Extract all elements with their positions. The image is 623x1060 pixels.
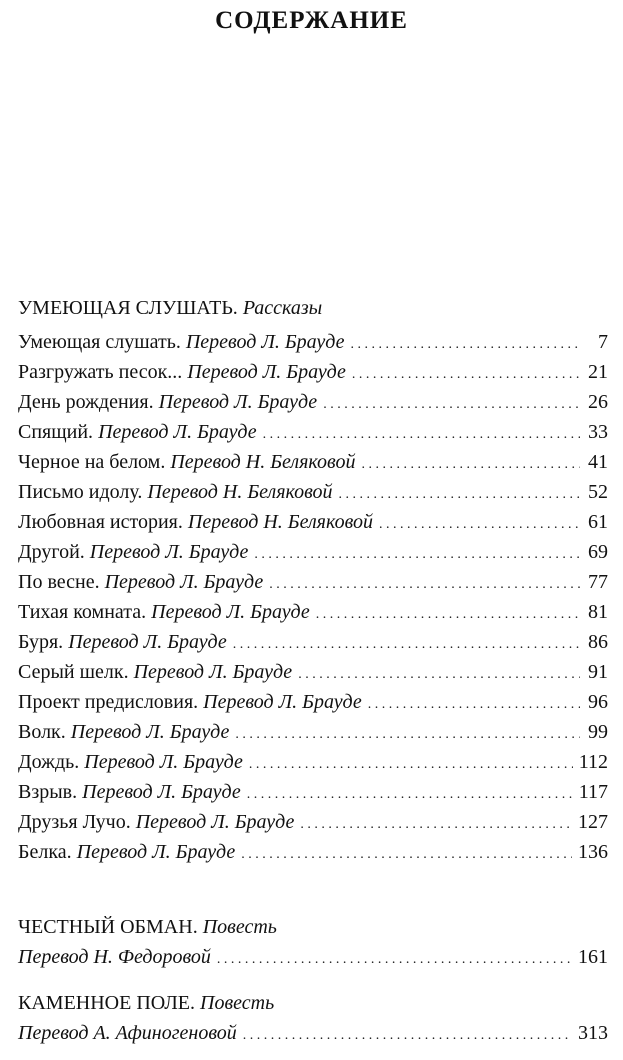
- section-title: КАМЕННОЕ ПОЛЕ.: [18, 992, 196, 1014]
- dot-leader: [243, 1021, 572, 1051]
- entry-page-number: 26: [588, 391, 608, 413]
- entry-page-number: 99: [588, 721, 608, 743]
- section-genre: Повесть: [200, 992, 275, 1014]
- section-title: ЧЕСТНЫЙ ОБМАН.: [18, 916, 198, 938]
- entry-title: День рождения.: [18, 391, 154, 413]
- entry-page-number: 96: [588, 691, 608, 713]
- entry-title: Разгружать песок...: [18, 361, 183, 383]
- section-genre: Рассказы: [242, 297, 323, 319]
- entry-page-number: 86: [588, 631, 608, 653]
- dot-leader: [339, 480, 580, 510]
- entry-title: Умеющая слушать.: [18, 331, 181, 353]
- toc-entry[interactable]: [18, 597, 608, 627]
- entry-page-number: 112: [578, 751, 608, 773]
- entries-list: [18, 1018, 608, 1048]
- toc-entry[interactable]: [18, 567, 608, 597]
- entry-translator: Перевод Л. Брауде: [84, 751, 243, 773]
- entries-list: [18, 327, 608, 867]
- toc-entry[interactable]: [18, 447, 608, 477]
- entry-page-number: 21: [588, 361, 608, 383]
- toc-entry[interactable]: [18, 627, 608, 657]
- entry-translator: Перевод Н. Беляковой: [147, 481, 333, 503]
- entries-list: [18, 942, 608, 972]
- dot-leader: [247, 780, 573, 810]
- toc-entry[interactable]: [18, 777, 608, 807]
- entry-title: Серый шелк.: [18, 661, 129, 683]
- toc-entry[interactable]: [18, 327, 608, 357]
- dot-leader: [235, 720, 580, 750]
- dot-leader: [300, 810, 572, 840]
- entry-translator: Перевод Н. Беляковой: [187, 511, 373, 533]
- dot-leader: [316, 600, 580, 630]
- entry-translator: Перевод Н. Федоровой: [18, 946, 211, 968]
- entry-page-number: 117: [578, 781, 608, 803]
- toc-entry[interactable]: [18, 507, 608, 537]
- entry-translator: Перевод Л. Брауде: [82, 781, 241, 803]
- entry-title: Письмо идолу.: [18, 481, 143, 503]
- entry-translator: Перевод Л. Брауде: [76, 841, 236, 863]
- toc-entry[interactable]: [18, 387, 608, 417]
- toc-entry[interactable]: [18, 687, 608, 717]
- entry-translator: Перевод Л. Брауде: [185, 331, 345, 353]
- entry-title: Спящий.: [18, 421, 94, 443]
- entry-translator: Перевод Л. Брауде: [133, 661, 293, 683]
- entry-translator: Перевод Л. Брауде: [203, 691, 362, 713]
- entry-title: Тихая комната.: [18, 601, 147, 623]
- toc-entry[interactable]: [18, 807, 608, 837]
- dot-leader: [350, 330, 580, 360]
- entry-title: Дождь.: [18, 751, 80, 773]
- page-title: СОДЕРЖАНИЕ: [215, 7, 408, 34]
- section-title: УМЕЮЩАЯ СЛУШАТЬ.: [18, 297, 238, 319]
- entry-page-number: 81: [588, 601, 608, 623]
- section-stone-field: [18, 988, 608, 1048]
- entry-page-number: 7: [598, 331, 608, 353]
- entry-page-number: 41: [588, 451, 608, 473]
- entry-title: Буря.: [18, 631, 64, 653]
- entry-page-number: 77: [588, 571, 608, 593]
- dot-leader: [249, 750, 573, 780]
- entry-translator: Перевод Л. Брауде: [89, 541, 249, 563]
- dot-leader: [254, 540, 580, 570]
- toc-entry[interactable]: [18, 537, 608, 567]
- dot-leader: [269, 570, 580, 600]
- entry-translator: Перевод Л. Брауде: [187, 361, 346, 383]
- entry-title: Проект предисловия.: [18, 691, 199, 713]
- entry-translator: Перевод Л. Брауде: [98, 421, 257, 443]
- dot-leader: [323, 390, 580, 420]
- dot-leader: [368, 690, 580, 720]
- dot-leader: [233, 630, 580, 660]
- entry-page-number: 136: [578, 841, 608, 863]
- entry-translator: Перевод Л. Брауде: [135, 811, 295, 833]
- entry-title: Другой.: [18, 541, 85, 563]
- entry-translator: Перевод Л. Брауде: [158, 391, 318, 413]
- dot-leader: [352, 360, 580, 390]
- section-stories: [18, 293, 608, 867]
- section-heading: [18, 293, 608, 323]
- entry-title: Волк.: [18, 721, 66, 743]
- entry-title: Белка.: [18, 841, 72, 863]
- entry-translator: Перевод Л. Брауде: [68, 631, 227, 653]
- toc-entry[interactable]: [18, 942, 608, 972]
- entry-page-number: 91: [588, 661, 608, 683]
- toc-entry[interactable]: [18, 417, 608, 447]
- entry-page-number: 69: [588, 541, 608, 563]
- entry-translator: Перевод Л. Брауде: [104, 571, 264, 593]
- entry-page-number: 33: [588, 421, 608, 443]
- dot-leader: [241, 840, 572, 870]
- entry-page-number: 313: [578, 1022, 608, 1044]
- entry-title: Любовная история.: [18, 511, 183, 533]
- entry-page-number: 61: [588, 511, 608, 533]
- entry-page-number: 127: [578, 811, 608, 833]
- toc-entry[interactable]: [18, 657, 608, 687]
- section-honest-deception: [18, 912, 608, 972]
- toc-entry[interactable]: [18, 477, 608, 507]
- dot-leader: [361, 450, 580, 480]
- section-genre: Повесть: [202, 916, 277, 938]
- entry-translator: Перевод Л. Брауде: [70, 721, 230, 743]
- entry-title: Взрыв.: [18, 781, 78, 803]
- entry-page-number: 52: [588, 481, 608, 503]
- entry-translator: Перевод А. Афиногеновой: [18, 1022, 237, 1044]
- dot-leader: [298, 660, 580, 690]
- toc-entry[interactable]: [18, 837, 608, 867]
- toc-entry[interactable]: [18, 1018, 608, 1048]
- entry-translator: Перевод Л. Брауде: [151, 601, 310, 623]
- section-heading: [18, 912, 608, 942]
- entry-title: Черное на белом.: [18, 451, 166, 473]
- toc-entry[interactable]: [18, 357, 608, 387]
- entry-title: Друзья Лучо.: [18, 811, 131, 833]
- dot-leader: [379, 510, 580, 540]
- toc-entry[interactable]: [18, 747, 608, 777]
- toc-entry[interactable]: [18, 717, 608, 747]
- dot-leader: [217, 945, 572, 975]
- entry-page-number: 161: [578, 946, 608, 968]
- section-heading: [18, 988, 608, 1018]
- dot-leader: [263, 420, 580, 450]
- entry-translator: Перевод Н. Беляковой: [170, 451, 356, 473]
- entry-title: По весне.: [18, 571, 100, 593]
